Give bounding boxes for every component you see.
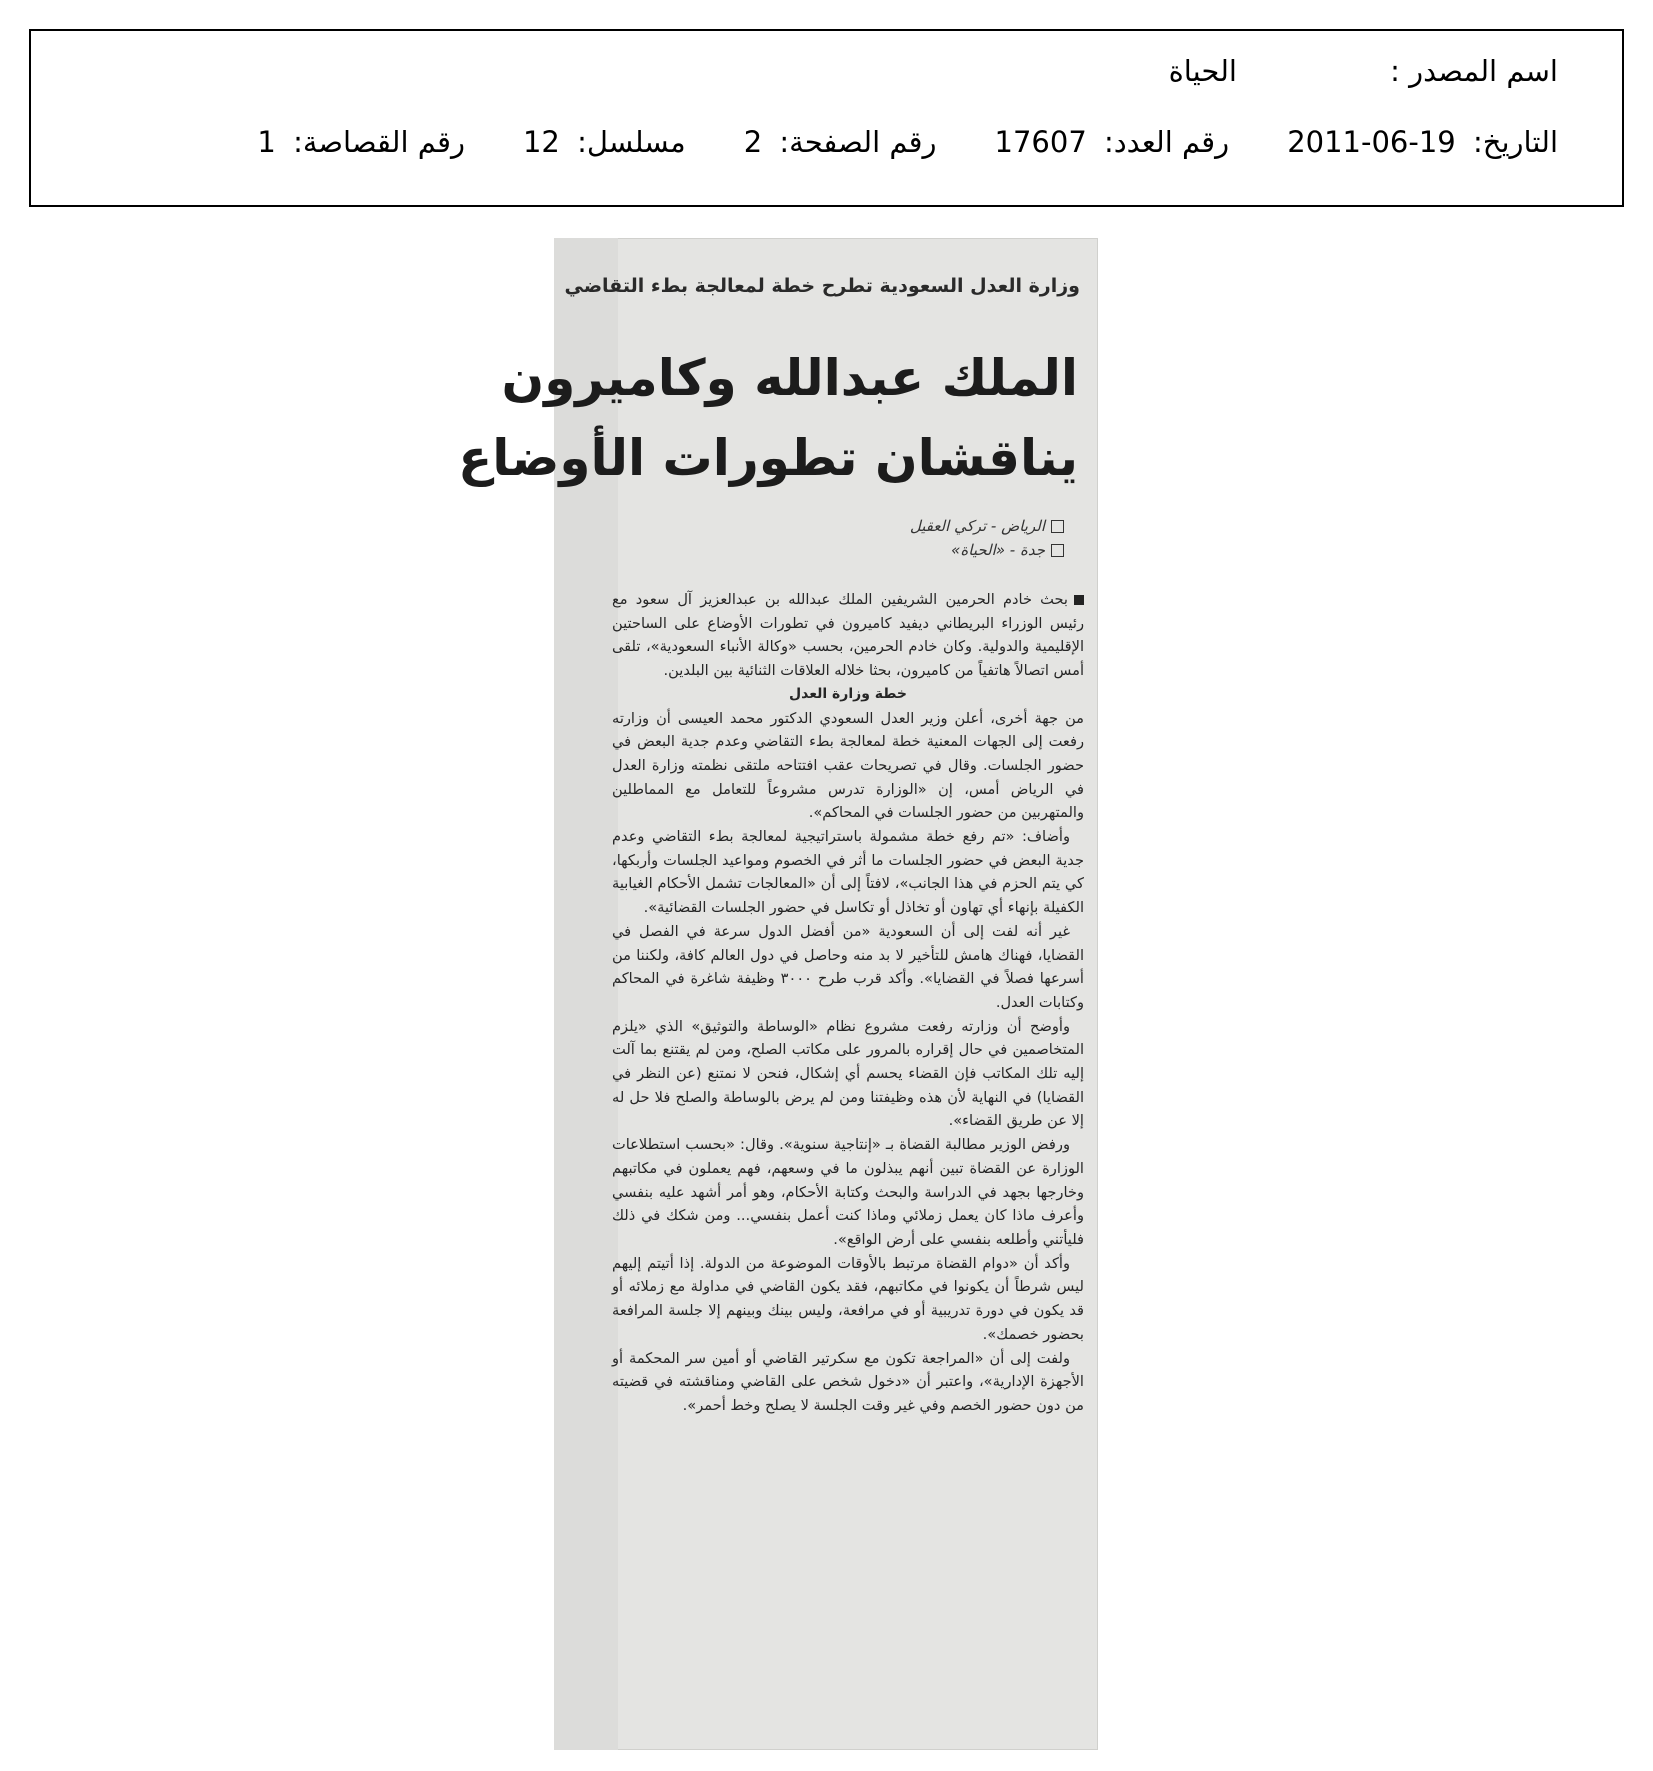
byline-riyadh-text: الرياض - تركي العقيل: [909, 517, 1045, 535]
byline-riyadh: [764, 514, 1064, 538]
article-headline: [458, 338, 1078, 498]
body-paragraph: من جهة أخرى، أعلن وزير العدل السعودي الدكتور محمد العيسى أن وزارته رفعت إلى الجهات المعنية خطة لمعالجة بطء التقاضي وعدم جدية البعض في حضور الجلسات. وقال في تصريحات عقب افتتاحه ملتقى نظمته وزارة العدل في الرياض أمس، إن «الوزارة تدرس مشروعاً للتعامل مع المماطلين والمتهربين من حضور الجلسات في المحاكم».: [612, 709, 1084, 822]
issue-number-field: [995, 124, 1230, 160]
article-bylines: [764, 514, 1064, 562]
newspaper-clipping: [458, 238, 1098, 1750]
serial-label: مسلسل:: [577, 125, 686, 159]
body-paragraph: وأوضح أن وزارته رفعت مشروع نظام «الوساطة والتوثيق» الذي «يلزم المتخاصمين في حال إقراره بالمرور على مكاتب الصلح، ومن لم يقتنع بما آلت إليه تلك المكاتب فإن القضاء يحسم أي إشكال، فنحن لا نمتنع (عن النظر في القضايا) في النهاية لأن هذه وظيفتنا ومن لم يرض بالوساطة والصلح فلا حل له إلا عن طريق القضاء».: [612, 1017, 1084, 1130]
body-paragraph: ولفت إلى أن «المراجعة تكون مع سكرتير القاضي أو أمين سر المحكمة أو الأجهزة الإدارية»، واعتبر أن «دخول شخص على القاضي ومناقشته في قضيته من دون حضور الخصم وفي غير وقت الجلسة لا يصلح وخط أحمر».: [612, 1349, 1084, 1414]
issue-number-label: رقم العدد:: [1104, 125, 1230, 159]
clipping-metadata-box: [29, 29, 1624, 207]
body-paragraph: غير أنه لفت إلى أن السعودية «من أفضل الدول سرعة في الفصل في القضايا، فهناك هامش للتأخير لا بد منه وحاصل في دول العالم كافة، ولكننا من أسرعها فصلاً في القضايا». وأكد قرب طرح ٣٠٠٠ وظيفة شاغرة في المحاكم وكتابات العدل.: [612, 922, 1084, 1011]
byline-box-icon: [1051, 520, 1064, 533]
lead-square-icon: [1074, 595, 1084, 605]
body-paragraph: وأضاف: «تم رفع خطة مشمولة باستراتيجية لمعالجة بطء التقاضي وعدم جدية البعض في حضور الجلسات ما أثر في الخصوم ومواعيد الجلسات وأربكها، كي يتم الحزم في هذا الجانب»، لافتاً إلى أن «المعالجات تشمل الأحكام الغيابية الكفيلة بإنهاء أي تهاون أو تخاذل أو تكاسل في حضور الجلسات القضائية».: [612, 828, 1084, 917]
headline-line-1: الملك عبدالله وكاميرون: [501, 349, 1078, 407]
metadata-row: [257, 124, 1558, 160]
article-kicker: وزارة العدل السعودية تطرح خطة لمعالجة بطء التقاضي: [564, 275, 1080, 297]
date-value: 2011-06-19: [1287, 125, 1456, 159]
date-label: التاريخ:: [1472, 125, 1558, 159]
clip-number-field: [257, 124, 465, 160]
page-number-field: [744, 124, 937, 160]
body-paragraph: ورفض الوزير مطالبة القضاة بـ «إنتاجية سنوية». وقال: «بحسب استطلاعات الوزارة عن القضاة تبين أنهم يبذلون ما في وسعهم، فهم يعملون في مكاتبهم وخارجها بجهد في الدراسة والبحث وكتابة الأحكام، وهو أمر أشهد عليه بنفسي وأعرف ماذا كان يعمل زملائي وماذا كنت أعمل بنفسي... ومن شكك في ذلك فليأتني وأطلعه بنفسي على أرض الواقع».: [612, 1136, 1084, 1248]
source-value: الحياة: [1168, 54, 1237, 88]
date-field: [1287, 124, 1558, 160]
clip-number-value: 1: [257, 125, 276, 159]
source-label: اسم المصدر :: [1390, 54, 1558, 88]
clip-number-label: رقم القصاصة:: [293, 125, 465, 159]
issue-number-value: 17607: [994, 125, 1087, 159]
page-number-label: رقم الصفحة:: [779, 125, 937, 159]
body-paragraph: وأكد أن «دوام القضاة مرتبط بالأوقات الموضوعة من الدولة. إذا أتيتم إليهم ليس شرطاً أن يكونوا في مكاتبهم، فقد يكون القاضي في مداولة مع زملائه أو قد يكون في دورة تدريبية أو في مرافعة، وليس بينك وبينهم إلا جلسة المرافعة بحضور خصمك».: [612, 1254, 1084, 1343]
serial-field: [523, 124, 686, 160]
serial-value: 12: [522, 125, 560, 159]
byline-jeddah-text: جدة - «الحياة»: [951, 541, 1045, 559]
page-number-value: 2: [743, 125, 763, 159]
lead-paragraph: [612, 588, 1084, 683]
article-body: [612, 588, 1084, 1418]
byline-jeddah: [764, 538, 1064, 562]
headline-line-2: يناقشان تطورات الأوضاع: [458, 429, 1078, 487]
article-subhead: خطة وزارة العدل: [788, 685, 908, 702]
lead-paragraph-text: بحث خادم الحرمين الشريفين الملك عبدالله بن عبدالعزيز آل سعود مع رئيس الوزراء البريطاني ديفيد كاميرون في تطورات الأوضاع على الساحتين الإقليمية والدولية. وكان خادم الحرمين، بحسب «وكالة الأنباء السعودية»، تلقى أمس اتصالاً هاتفياً من كاميرون، بحثا خلاله العلاقات الثنائية بين البلدين.: [612, 591, 1084, 680]
byline-box-icon: [1051, 544, 1064, 557]
